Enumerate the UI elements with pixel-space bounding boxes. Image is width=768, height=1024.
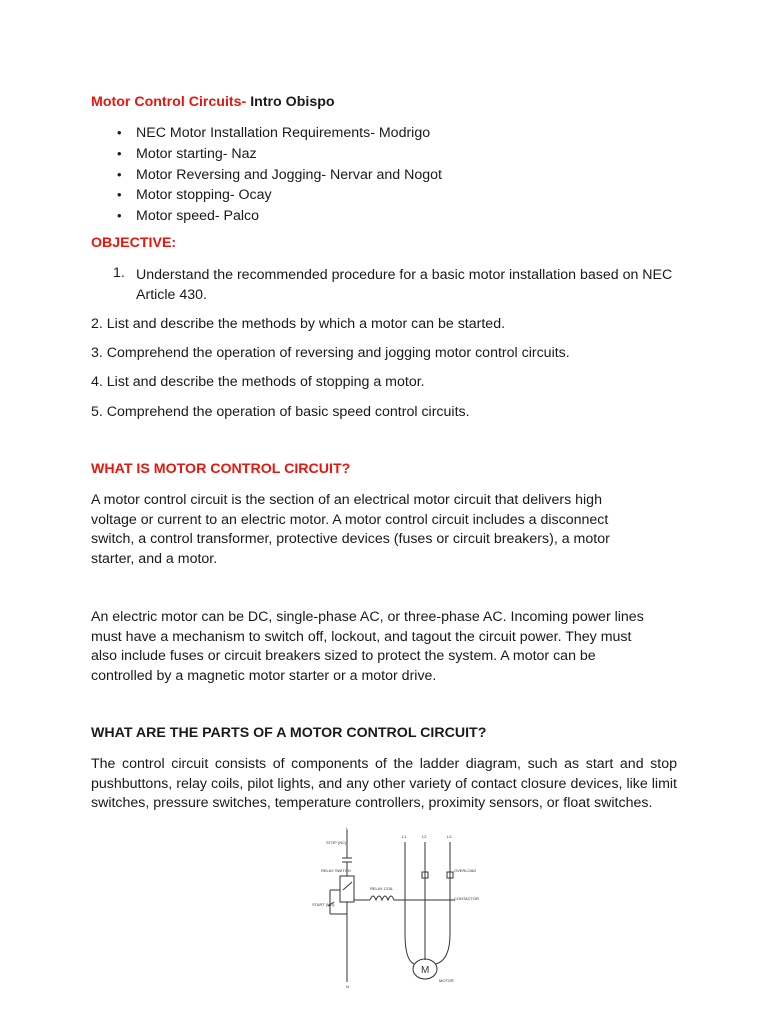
title-red-part: Motor Control Circuits- xyxy=(91,94,247,110)
motor-symbol: M xyxy=(421,965,430,976)
list-item: • Motor stopping- Ocay xyxy=(91,185,442,206)
list-item: • Motor speed- Palco xyxy=(91,206,442,227)
contactor-label: CONTACTOR xyxy=(454,896,479,901)
parts-paragraph: The control circuit consists of components of the ladder diagram, such as start and stop pushbuttons, relay coils, pilot lights, and any other variety of contact closure devices, like limit switches, pressure switches, temperature controllers, proximity sensors, or float switches. xyxy=(91,756,677,812)
parts-heading: WHAT ARE THE PARTS OF A MOTOR CONTROL CIRCUIT? xyxy=(91,725,487,741)
what-is-paragraph-1: A motor control circuit is the section of an electrical motor circuit that delivers high voltage or current to an electric motor. A motor control circuit includes a disconnect switch, a control transformer, protective devices (fuses or circuit breakers), a motor starter, and a motor. xyxy=(91,492,610,567)
overload-label: OVERLOAD xyxy=(454,868,477,873)
n-label: N xyxy=(346,984,349,989)
start-label: START (NO) xyxy=(312,902,335,907)
motor-label: MOTOR xyxy=(439,978,454,983)
objective-item-5: 5. Comprehend the operation of basic speed control circuits. xyxy=(91,404,470,420)
l2-label: L2 xyxy=(422,834,427,839)
objective-item-3: 3. Comprehend the operation of reversing and jogging motor control circuits. xyxy=(91,345,570,361)
list-item: • NEC Motor Installation Requirements- Modrigo xyxy=(91,123,442,144)
l1-label: L1 xyxy=(402,834,407,839)
title-black-part: Intro Obispo xyxy=(246,94,335,110)
list-item: • Motor Reversing and Jogging- Nervar and Nogot xyxy=(91,165,442,186)
circuit-diagram-svg xyxy=(302,824,482,1002)
stop-label: STOP (NC) xyxy=(326,840,347,845)
objective-item-1-number: 1. xyxy=(113,265,125,281)
list-item: • Motor starting- Naz xyxy=(91,144,442,165)
assignment-list xyxy=(91,123,442,227)
l3-label: L3 xyxy=(447,834,452,839)
what-is-paragraph-2: An electric motor can be DC, single-phase AC, or three-phase AC. Incoming power lines must have a mechanism to switch off, lockout, and tagout the circuit power. They must also include fuses or circuit breakers sized to protect the system. A motor can be controlled by a magnetic motor starter or a motor drive. xyxy=(91,609,644,684)
objective-item-4: 4. List and describe the methods of stopping a motor. xyxy=(91,374,425,390)
l-label: L xyxy=(346,826,349,831)
motor-control-circuit-diagram xyxy=(302,824,482,1002)
objective-item-2: 2. List and describe the methods by which a motor can be started. xyxy=(91,316,506,332)
relay-switch-label: RELAY SWITCH xyxy=(321,868,351,873)
objective-heading: OBJECTIVE: xyxy=(91,235,177,251)
page-title xyxy=(91,94,335,110)
objective-item-1-text: Understand the recommended procedure for a basic motor installation based on NEC Article 430. xyxy=(136,267,673,303)
what-is-heading: WHAT IS MOTOR CONTROL CIRCUIT? xyxy=(91,461,351,477)
relay-coil-label: RELAY COIL xyxy=(370,886,394,891)
